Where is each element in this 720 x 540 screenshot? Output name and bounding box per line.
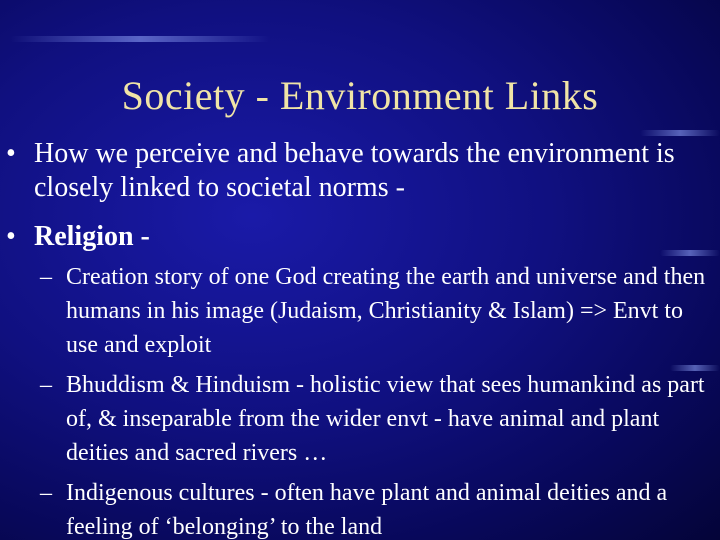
sub-bullet-marker: – [40, 480, 52, 506]
bullet-marker: • [6, 138, 16, 169]
bullet-text: Religion - [34, 221, 150, 252]
bullet-marker: • [6, 221, 16, 252]
decorative-streak [10, 36, 270, 42]
slide-title: Society - Environment Links [121, 73, 599, 118]
decorative-streak [640, 130, 720, 136]
sub-bullet-text: Creation story of one God creating the earth and universe and then humans in his image (Judaism, Christianity & Islam) => Envt to use and exploit [66, 264, 706, 358]
sub-bullet-marker: – [40, 372, 52, 398]
sub-bullet-text: Indigenous cultures - often have plant and animal deities and a feeling of ‘belonging’ to the land [66, 480, 668, 540]
bullet-text: How we perceive and behave towards the environment is closely linked to societal norms - [34, 138, 675, 203]
sub-bullet-text: Bhuddism & Hinduism - holistic view that sees humankind as part of, & inseparable from the wider envt - have animal and plant deities and sacred rivers … [66, 372, 705, 466]
sub-bullet-marker: – [40, 264, 52, 290]
